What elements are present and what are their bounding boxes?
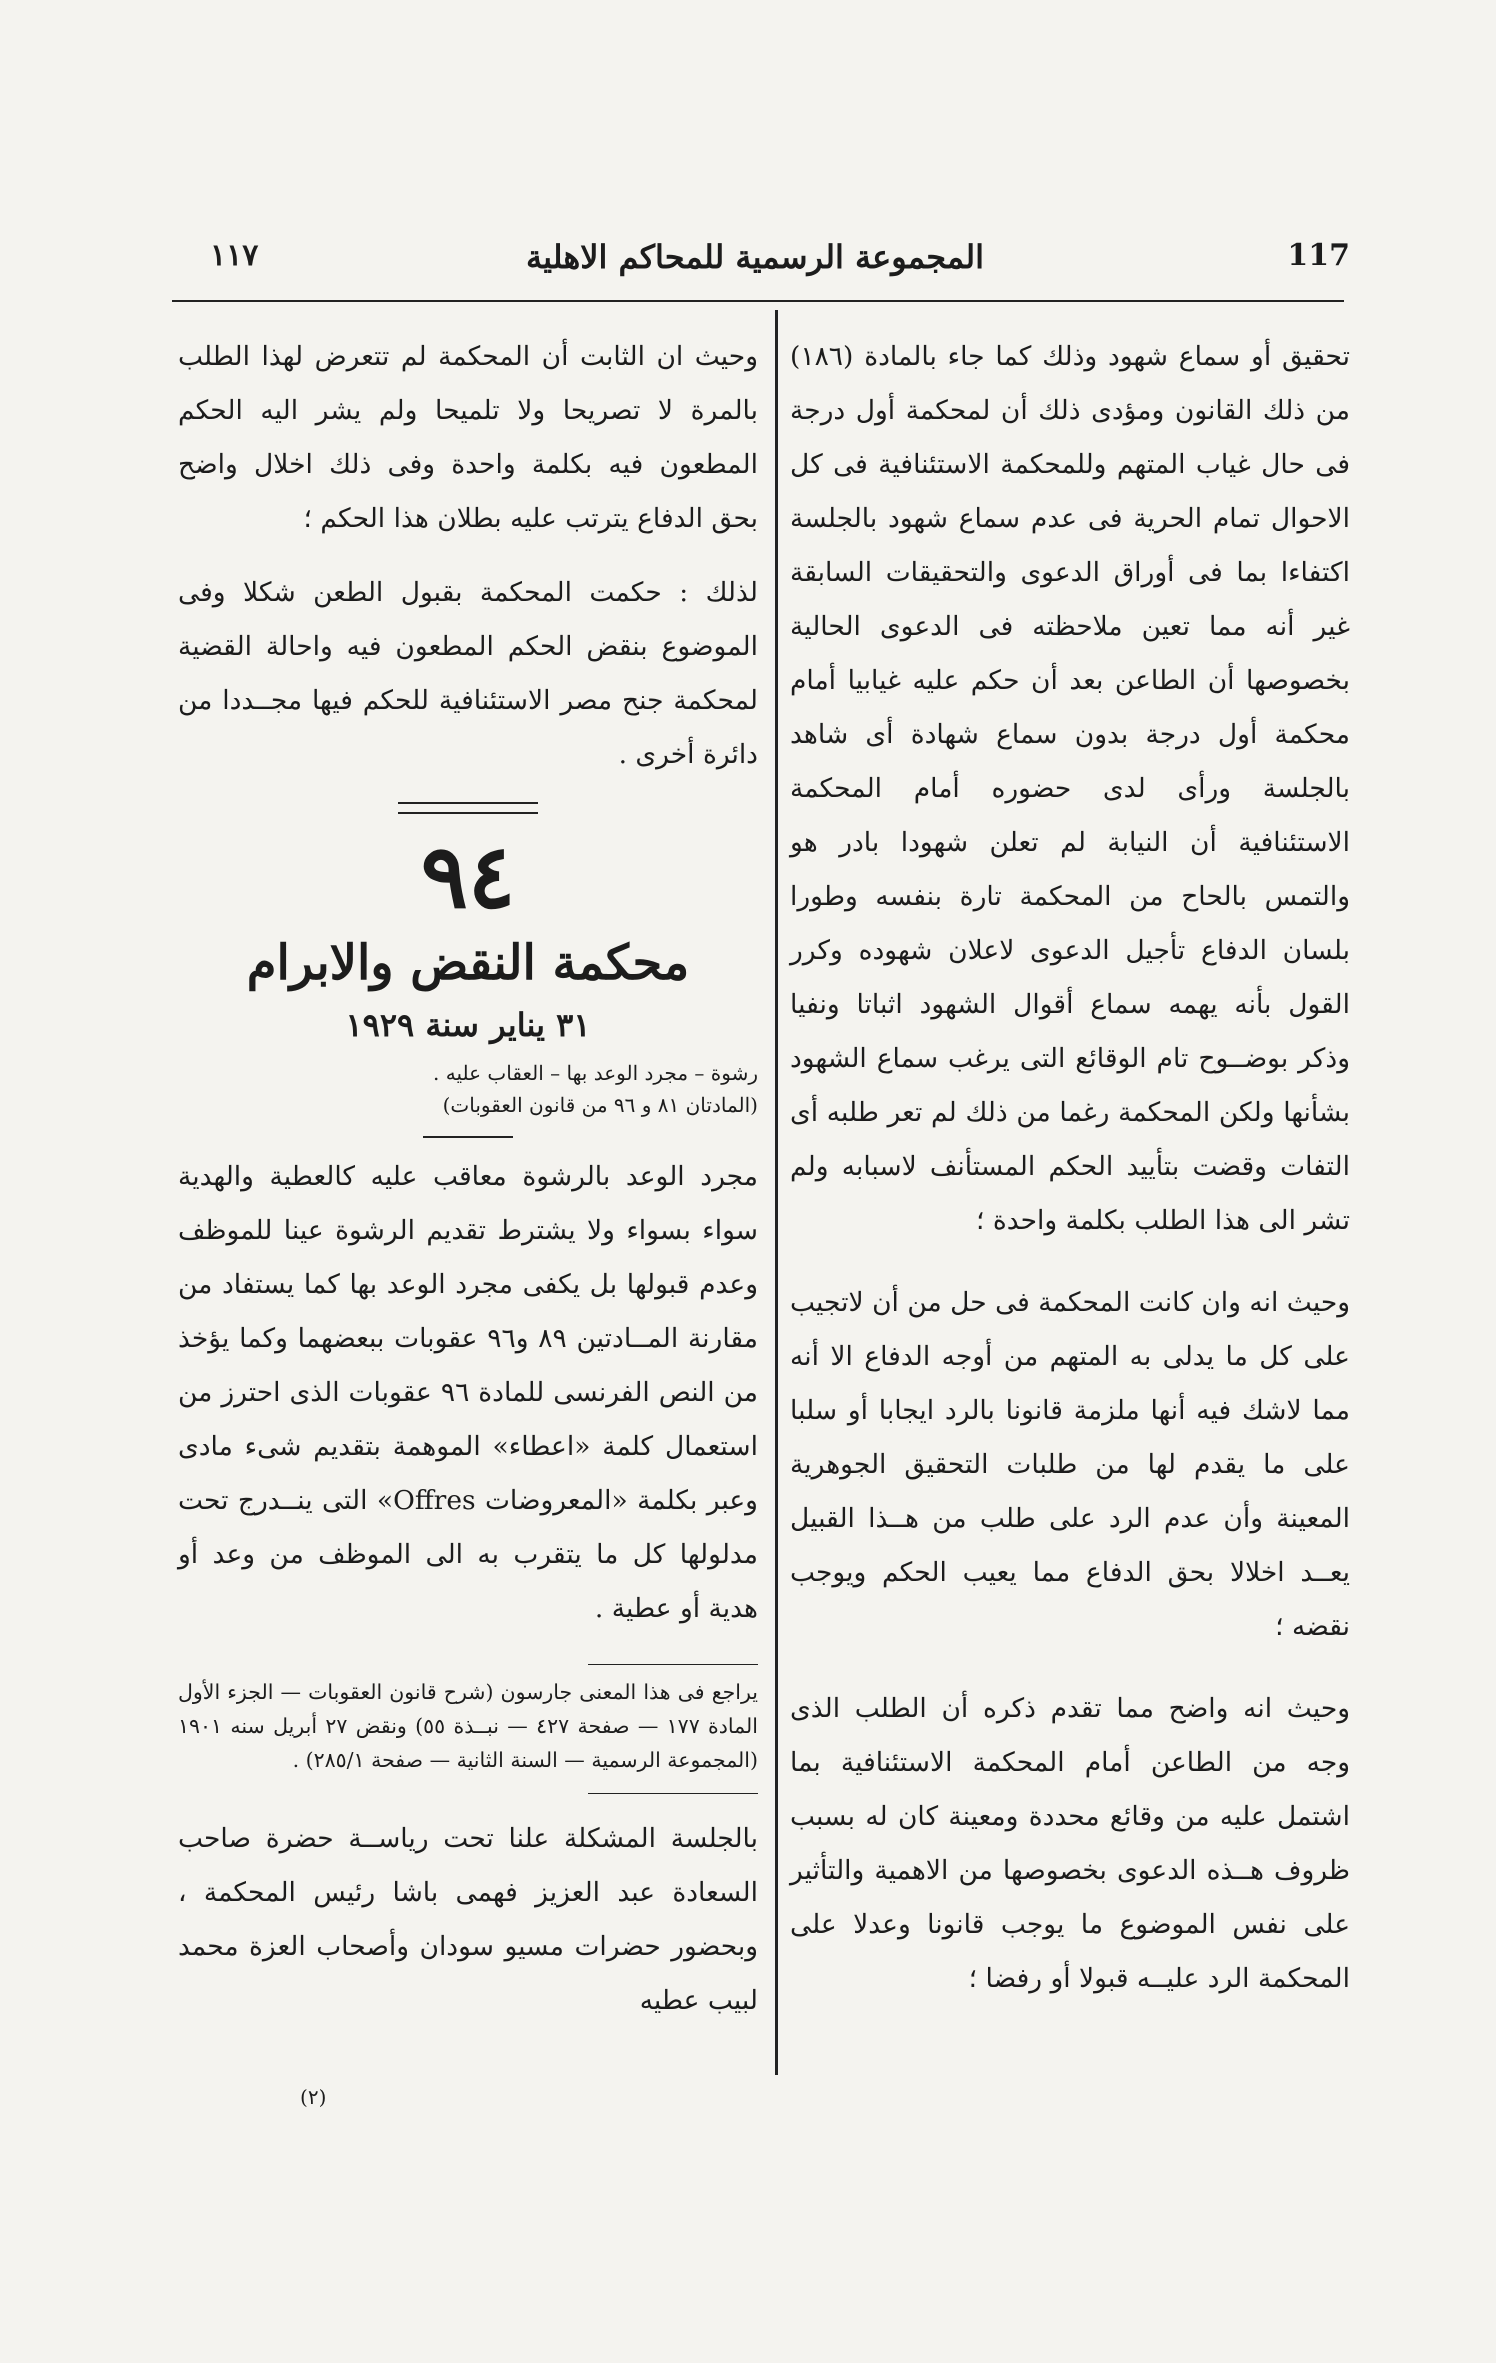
footnote-rule [588,1664,758,1665]
header-rule [172,300,1344,302]
signature-mark: (٢) [300,2085,327,2109]
case-number: ٩٤ [420,824,516,928]
judgment-date: ٣١ يناير سنة ١٩٢٩ [345,1006,591,1044]
court-name: محكمة النقض والابرام [246,935,690,991]
journal-title: المجموعة الرسمية للمحاكم الاهلية [525,238,985,276]
paragraph: وحيث ان الثابت أن المحكمة لم تتعرض لهذا الطلب بالمرة لا تصريحا ولا تلميحا ولم يشر اليه الحكم المطعون فيه بكلمة واحدة وفى ذلك اخلال واضح بحق الدفاع يترتب عليه بطلان هذا الحكم ؛ [178,341,758,534]
left-column [178,330,758,2056]
cited-articles: (المادتان ٨١ و ٩٦ من قانون العقوبات) [442,1093,758,1117]
paragraph: وحيث انه واضح مما تقدم ذكره أن الطلب الذى وجه من الطاعن أمام المحكمة الاستئنافية بما اشتمل عليه من وقائع محددة ومعينة كان له بسبب ظروف هــذه الدعوى بخصوصها من الاهمية والتأثير على نفس الموضوع ما يوجب قانونا وعدلا على المحكمة الرد عليــه قبولا أو رفضا ؛ [790,1693,1350,1994]
headnote-paragraph: مجرد الوعد بالرشوة معاقب عليه كالعطية والهدية سواء بسواء ولا يشترط تقديم الرشوة عينا للموظف وعدم قبولها بل يكفى مجرد الوعد بها كما يستفاد من مقارنة المــادتين ٨٩ و٩٦ عقوبات ببعضهما وكما يؤخذ من النص الفرنسى للمادة ٩٦ عقوبات الذى احترز من استعمال كلمة «اعطاء» الموهمة بتقديم شىء مادى وعبر بكلمة «المعروضات Offres» التى ينــدرج تحت مدلولها كل ما يتقرب به الى الموظف من وعد أو هدية أو عطية . [178,1161,758,1624]
section-double-rule [398,802,538,814]
keywords: رشوة – مجرد الوعد بها – العقاب عليه . [433,1061,758,1085]
paragraph: وحيث انه وان كانت المحكمة فى حل من أن لاتجيب على كل ما يدلى به المتهم من أوجه الدفاع الا أنه مما لاشك فيه أنها ملزمة قانونا بالرد ايجابا أو سلبا على ما يقدم لها من طلبات التحقيق الجوهرية المعينة وأن عدم الرد على طلب من هــذا القبيل يعــد اخلالا بحق الدفاع مما يعيب الحكم ويوجب نقضه ؛ [790,1287,1350,1642]
page-header [160,238,1350,298]
column-divider [775,310,778,2075]
session-paragraph: بالجلسة المشكلة علنا تحت رياســة حضرة صاحب السعادة عبد العزيز فهمى باشا رئيس المحكمة ، وبحضور حضرات مسيو سودان وأصحاب العزة محمد لبيب عطيه [178,1823,758,2016]
page-number-latin: 117 [1287,238,1350,273]
footnote: يراجع فى هذا المعنى جارسون (شرح قانون العقوبات — الجزء الأول المادة ١٧٧ — صفحة ٤٢٧ — نبــذة ٥٥) ونقض ٢٧ أبريل سنه ١٩٠١ (المجموعة الرسمية — السنة الثانية — صفحة ٢٨٥/١) . [178,1680,758,1772]
paragraph: تحقيق أو سماع شهود وذلك كما جاء بالمادة (١٨٦) من ذلك القانون ومؤدى ذلك أن لمحكمة أول درجة فى حال غياب المتهم وللمحكمة الاستئنافية فى كل الاحوال تمام الحرية فى عدم سماع شهود بالجلسة اكتفاءا بما فى أوراق الدعوى والتحقيقات السابقة غير أنه مما تعين ملاحظته فى الدعوى الحالية بخصوصها أن الطاعن بعد أن حكم عليه غيابيا أمام محكمة أول درجة بدون سماع شهادة أى شاهد بالجلسة ورأى لدى حضوره أمام المحكمة الاستئنافية أن النيابة لم تعلن شهودا بادر هو والتمس بالحاح من المحكمة تارة بنفسه وطورا بلسان الدفاع تأجيل الدعوى لاعلان شهوده وكرر القول بأنه يهمه سماع أقوال الشهود اثباتا ونفيا وذكر بوضــوح تام الوقائع التى يرغب سماع الشهود بشأنها ولكن المحكمة رغما من ذلك لم تعر طلبه أى التفات وقضت بتأييد الحكم المستأنف لاسبابه ولم تشر الى هذا الطلب بكلمة واحدة ؛ [790,341,1350,1236]
divider-rule [423,1136,513,1138]
footnote-end-rule [588,1793,758,1794]
right-column [790,330,1350,2034]
page-number-arabic: ١١٧ [210,238,259,273]
ruling-paragraph: لذلك : حكمت المحكمة بقبول الطعن شكلا وفى الموضوع بنقض الحكم المطعون فيه واحالة القضية لمحكمة جنح مصر الاستئنافية للحكم فيها مجــددا من دائرة أخرى . [178,577,758,770]
